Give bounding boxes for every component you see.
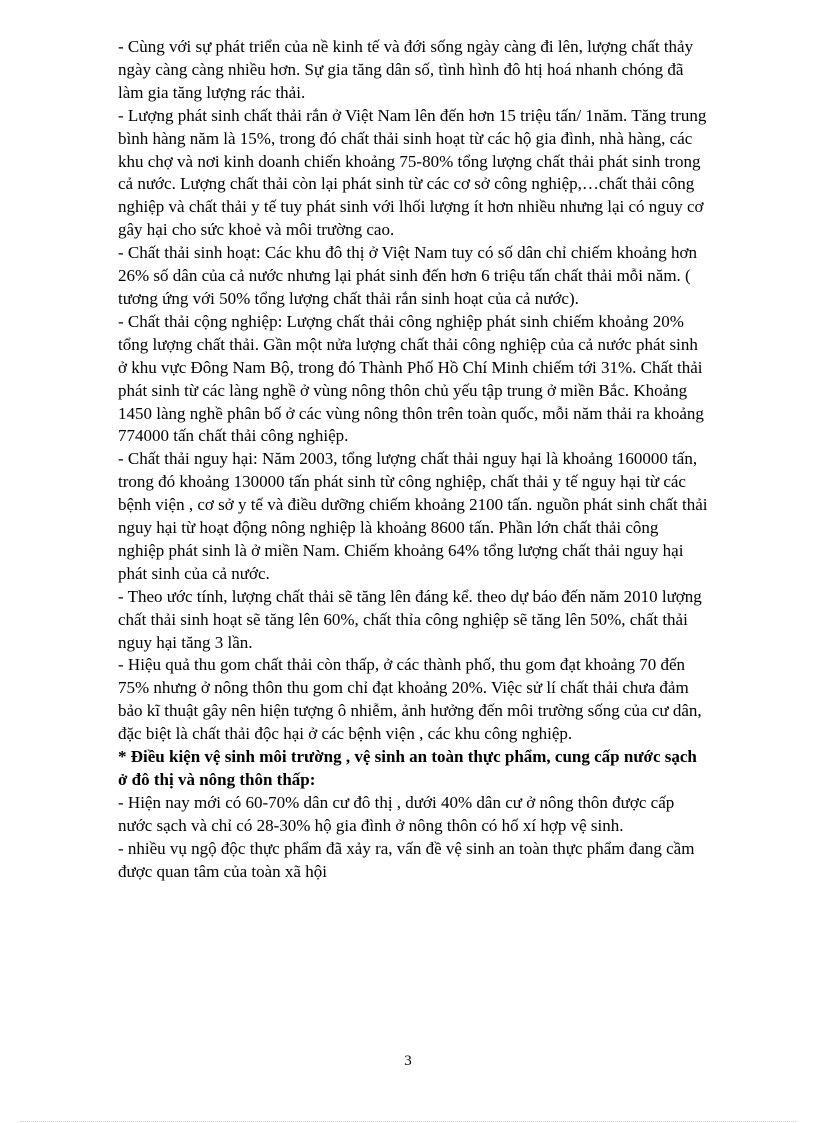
document-body bbox=[118, 36, 708, 884]
paragraph-collection: - Hiệu quả thu gom chất thải còn thấp, ở các thành phố, thu gom đạt khoảng 70 đến 75% nhưng ở nông thôn thu gom chỉ đạt khoảng 20%. Việc sử lí chất thải chưa đảm bảo kĩ thuật gây nên hiện tượng ô nhiễm, ảnh hưởng đến môi trường sống của cư dân, đặc biệt là chất thải độc hại ở các bệnh viện , các khu công nghiệp. bbox=[118, 655, 702, 744]
paragraph-growth: - Cùng với sự phát triển của nề kinh tế và đới sống ngày càng đi lên, lượng chất thảy ngày càng càng nhiều hơn. Sự gia tăng dân số, tình hình đô htị hoá nhanh chóng đã làm gia tăng lượng rác thải. bbox=[118, 37, 694, 102]
paragraph-food-safety: - nhiều vụ ngộ độc thực phẩm đã xảy ra, vấn đề vệ sinh an toàn thực phẩm đang cầm được quan tâm của toàn xã hội bbox=[118, 838, 695, 881]
paragraph-domestic-waste: - Chất thải sinh hoạt: Các khu đô thị ở Việt Nam tuy có số dân chỉ chiếm khoảng hơn 26% số dân của cả nước nhưng lại phát sinh đến hơn 6 triệu tấn chất thải mỗi năm. ( tương ứng với 50% tổng lượng chất thải rắn sinh hoạt của cả nước). bbox=[118, 243, 697, 308]
paragraph-industrial-waste: - Chất thải cộng nghiệp: Lượng chất thải công nghiệp phát sinh chiếm khoảng 20% tổng lượng chất thải. Gần một nửa lượng chất thải công nghiệp của cả nước phát sinh ở khu vực Đông Nam Bộ, trong đó Thành Phố Hồ Chí Minh chiếm tới 31%. Chất thải phát sinh từ các làng nghề ở vùng nông thôn chủ yếu tập trung ở miền Bắc. Khoảng 1450 làng nghề phân bố ở các vùng nông thôn trên toàn quốc, mỗi năm thải ra khoảng 774000 tấn chất thải công nghiệp. bbox=[118, 311, 704, 446]
page-number: 3 bbox=[404, 1053, 412, 1069]
page-bottom-divider bbox=[20, 1121, 796, 1122]
paragraph-clean-water: - Hiện nay mới có 60-70% dân cư đô thị , dưới 40% dân cư ở nông thôn được cấp nước sạch và chỉ có 28-30% hộ gia đình ở nông thôn có hố xí hợp vệ sinh. bbox=[118, 792, 675, 835]
paragraph-solid-waste-volume: - Lượng phát sinh chất thải rắn ở Việt Nam lên đến hơn 15 triệu tấn/ 1năm. Tăng trung bình hàng năm là 15%, trong đó chất thải sinh hoạt từ các hộ gia đình, nhà hàng, các khu chợ và nơi kinh doanh chiến khoảng 75-80% tổng lượng chất thải phát sinh trong cả nước. Lượng chất thải còn lại phát sinh từ các cơ sở công nghiệp,…chất thải công nghiệp và chất thải y tế tuy phát sinh với lhối lượng ít hơn nhiều nhưng lại có nguy cơ gây hại cho sức khoẻ và môi trường cao. bbox=[118, 105, 707, 240]
section-heading: * Điều kiện vệ sinh môi trường , vệ sinh an toàn thực phẩm, cung cấp nước sạch ở đô thị và nông thôn thấp: bbox=[118, 747, 697, 789]
paragraph-hazardous-waste: - Chất thải nguy hại: Năm 2003, tổng lượng chất thải nguy hại là khoảng 160000 tấn, trong đó khoảng 130000 tấn phát sinh từ công nghiệp, chất thải y tế nguy hại từ các bệnh viện , cơ sở y tế và điều dưỡng chiếm khoảng 2100 tấn. nguồn phát sinh chất thải nguy hại từ hoạt động nông nghiệp là khoảng 8600 tấn. Phần lớn chất thải công nghiệp phát sinh là ở miền Nam. Chiếm khoảng 64% tổng lượng chất thải nguy hại phát sinh của cả nước. bbox=[118, 449, 708, 583]
paragraph-forecast: - Theo ước tính, lượng chất thải sẽ tăng lên đáng kể. theo dự báo đến năm 2010 lượng chất thải sinh hoạt sẽ tăng lên 60%, chất thỉa công nghiệp sẽ tăng lên 50%, chất thải nguy hại tăng 3 lần. bbox=[118, 586, 702, 652]
